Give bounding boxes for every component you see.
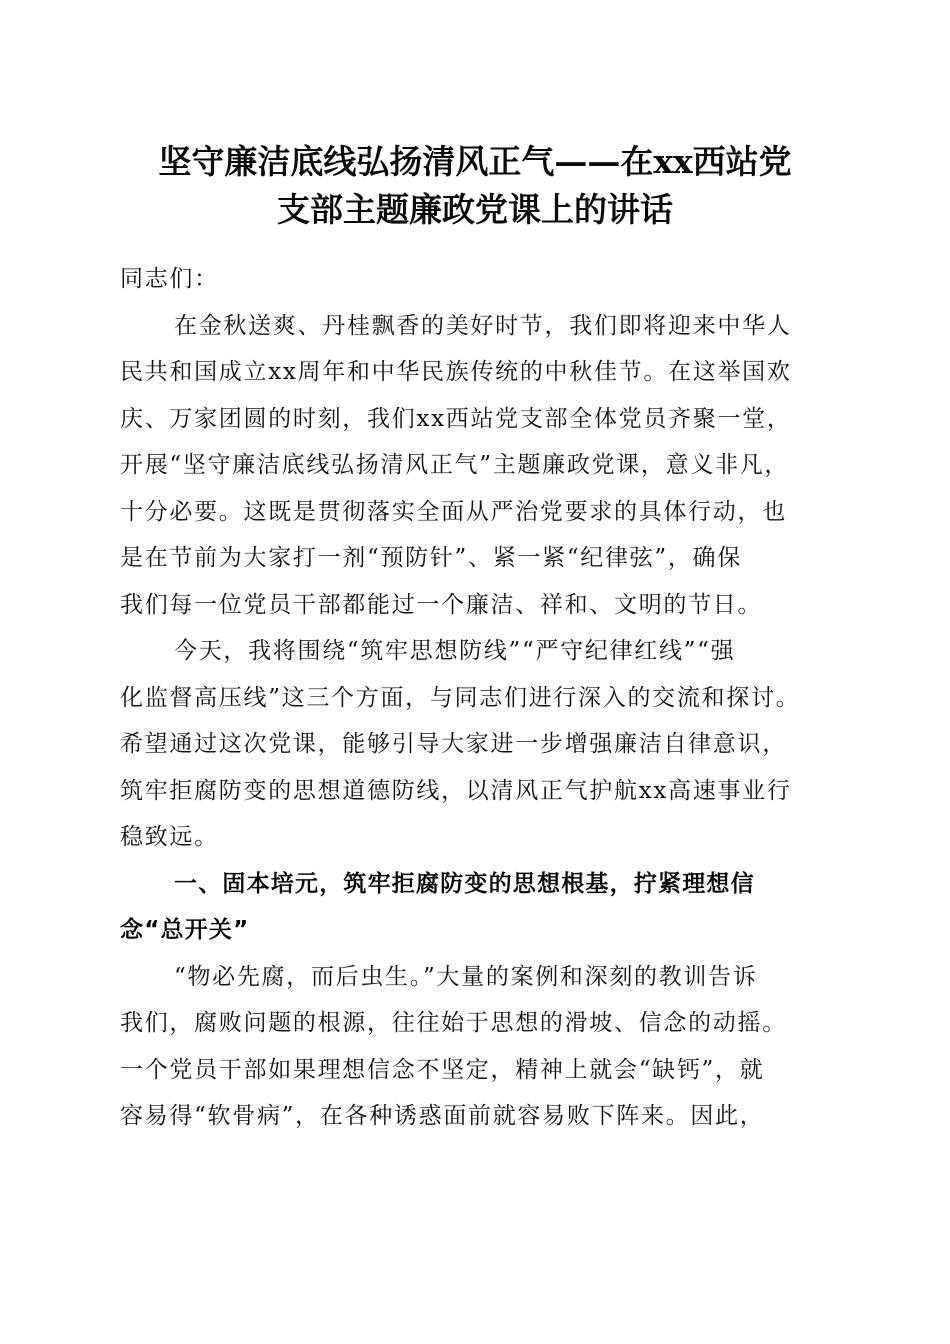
- paragraph-line: 十分必要。这既是贯彻落实全面从严治党要求的具体行动，也: [120, 498, 787, 525]
- paragraph-line: 我们，腐败问题的根源，往往始于思想的滑坡、信念的动摇。: [120, 1010, 787, 1036]
- paragraph-line: 化监督高压线”这三个方面，与同志们进行深入的交流和探讨。: [120, 684, 801, 711]
- paragraph-line: 在金秋送爽、丹桂飘香的美好时节，我们即将迎来中华人: [174, 312, 792, 339]
- paragraph-line: 希望通过这次党课，能够引导大家进一步增强廉洁自律意识，: [120, 731, 787, 757]
- document-title: [110, 138, 840, 234]
- section-heading-one: [120, 861, 832, 954]
- paragraph-opening: [120, 303, 832, 629]
- heading-line: 一、固本培元，筑牢拒腐防变的思想根基，拧紧理想信: [174, 870, 755, 897]
- paragraph-line: 庆、万家团圆的时刻，我们xx西站党支部全体党员齐聚一堂，: [120, 405, 792, 432]
- paragraph-line: 是在节前为大家打一剂“预防针”、紧一紧“纪律弦”，确保: [120, 545, 742, 571]
- paragraph-line: 开展“坚守廉洁底线弘扬清风正气”主题廉政党课，意义非凡，: [120, 452, 790, 478]
- paragraph-line: 筑牢拒腐防变的思想道德防线，以清风正气护航xx高速事业行: [120, 777, 792, 804]
- paragraph-line: 一个党员干部如果理想信念不坚定，精神上就会“缺钙”，就: [120, 1056, 765, 1083]
- salutation: 同志们：: [120, 266, 219, 292]
- paragraph-line: 民共和国成立xx周年和中华民族传统的中秋佳节。在这举国欢: [120, 359, 792, 385]
- paragraph-line: 今天，我将围绕“筑牢思想防线”“严守纪律红线”“强: [174, 638, 736, 664]
- paragraph-section-one: [120, 954, 832, 1140]
- heading-line: 念“总开关”: [120, 917, 250, 943]
- title-line: 支部主题廉政党课上的讲话: [277, 190, 673, 229]
- document-body: [120, 256, 832, 1140]
- paragraph-line: 容易得“软骨病”，在各种诱惑面前就容易败下阵来。因此，: [120, 1103, 765, 1129]
- paragraph-overview: [120, 628, 832, 861]
- title-line: 坚守廉洁底线弘扬清风正气——在xx西站党: [158, 142, 792, 181]
- paragraph-line: 稳致远。: [120, 824, 219, 850]
- paragraph-line: 我们每一位党员干部都能过一个廉洁、祥和、文明的节日。: [120, 591, 763, 618]
- paragraph-line: “物必先腐，而后虫生。”大量的案例和深刻的教训告诉: [174, 963, 758, 990]
